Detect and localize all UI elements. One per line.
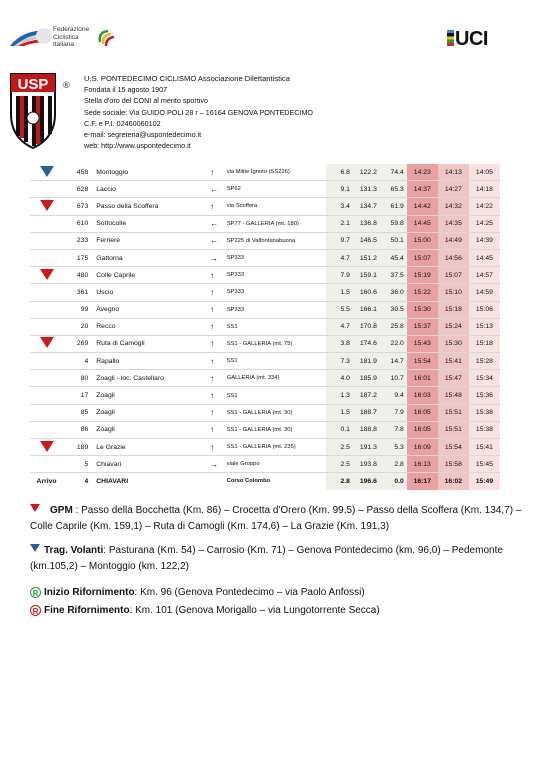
time-medium: 15:48 — [438, 387, 469, 404]
time-slow: 14:59 — [469, 284, 500, 301]
progressive-km: 185.9 — [353, 370, 380, 387]
time-slow: 15:45 — [469, 456, 500, 473]
time-fast: 16:17 — [407, 473, 438, 490]
partial-km: 1.5 — [326, 404, 353, 421]
progressive-km: 159.1 — [353, 267, 380, 284]
route-row — [30, 198, 500, 215]
direction-arrow: ↑ — [210, 267, 227, 284]
progressive-km: 170.8 — [353, 318, 380, 335]
progressive-km: 131.3 — [353, 181, 380, 198]
time-medium: 15:51 — [438, 421, 469, 438]
road-name: SS1 - GALLERIA (mt. 235) — [227, 439, 326, 456]
place-name: Laccio — [96, 181, 210, 198]
marker-cell: Arrivo — [36, 477, 57, 485]
time-slow: 15:18 — [469, 335, 500, 352]
fci-logo-icon — [8, 24, 52, 50]
route-timetable — [30, 164, 500, 490]
direction-arrow: ↑ — [210, 421, 227, 438]
marker-cell — [30, 267, 63, 284]
road-name: viale Groppo — [227, 456, 326, 473]
time-slow: 14:18 — [469, 181, 500, 198]
route-row — [30, 404, 500, 421]
remaining-km: 0.0 — [380, 473, 407, 490]
remaining-km: 36.0 — [380, 284, 407, 301]
time-fast: 16:03 — [407, 387, 438, 404]
altitude: 4 — [63, 353, 96, 370]
remaining-km: 30.5 — [380, 301, 407, 318]
time-slow: 15:38 — [469, 404, 500, 421]
remaining-km: 37.5 — [380, 267, 407, 284]
route-row — [30, 473, 500, 490]
club-award: Stella d'oro del CONI al merito sportivo — [84, 96, 209, 106]
progressive-km: 146.5 — [353, 232, 380, 249]
partial-km: 0.1 — [326, 421, 353, 438]
road-name: SS1 - GALLERIA (mt. 75) — [227, 335, 326, 352]
altitude: 233 — [63, 232, 96, 249]
time-slow: 14:39 — [469, 232, 500, 249]
progressive-km: 136.8 — [353, 215, 380, 232]
partial-km: 1.3 — [326, 387, 353, 404]
altitude: 4 — [84, 477, 89, 485]
altitude: 480 — [63, 267, 96, 284]
time-fast: 15:30 — [407, 301, 438, 318]
remaining-km: 7.8 — [380, 421, 407, 438]
road-name: SP333 — [227, 301, 326, 318]
place-name: Gattorna — [96, 249, 210, 266]
altitude: 673 — [63, 198, 96, 215]
partial-km: 1.5 — [326, 284, 353, 301]
place-name: Montoggio — [96, 164, 210, 181]
time-slow: 14:22 — [469, 198, 500, 215]
route-row — [30, 267, 500, 284]
remaining-km: 5.3 — [380, 439, 407, 456]
club-info-block — [84, 73, 313, 151]
progressive-km: 174.6 — [353, 335, 380, 352]
gpm-triangle-icon — [40, 269, 54, 280]
place-name: Avegno — [96, 301, 210, 318]
sprint-triangle-icon — [30, 544, 40, 552]
altitude: 361 — [63, 284, 96, 301]
direction-arrow — [210, 473, 227, 490]
route-row — [30, 249, 500, 266]
remaining-km: 22.0 — [380, 335, 407, 352]
time-medium: 15:30 — [438, 335, 469, 352]
direction-arrow: ↑ — [210, 198, 227, 215]
marker-cell — [30, 301, 63, 318]
remaining-km: 25.8 — [380, 318, 407, 335]
progressive-km: 134.7 — [353, 198, 380, 215]
time-medium: 15:54 — [438, 439, 469, 456]
direction-arrow: ↑ — [210, 370, 227, 387]
time-fast: 14:45 — [407, 215, 438, 232]
partial-km: 2.1 — [326, 215, 353, 232]
direction-arrow: ↑ — [210, 318, 227, 335]
time-fast: 14:37 — [407, 181, 438, 198]
road-name: SP333 — [227, 284, 326, 301]
progressive-km: 122.2 — [353, 164, 380, 181]
uci-stripe-icon — [447, 30, 454, 46]
partial-km: 4.7 — [326, 318, 353, 335]
fci-line: Federazione — [53, 26, 90, 33]
marker-cell — [30, 232, 63, 249]
remaining-km: 59.8 — [380, 215, 407, 232]
partial-km: 7.3 — [326, 353, 353, 370]
uci-logo — [447, 28, 488, 51]
time-slow: 14:25 — [469, 215, 500, 232]
road-name: via Milite Ignoto (SS226) — [227, 164, 326, 181]
route-row — [30, 284, 500, 301]
time-slow: 14:57 — [469, 267, 500, 284]
partial-km: 9.1 — [326, 181, 353, 198]
route-row — [30, 181, 500, 198]
tricolor-swirl-icon — [96, 28, 116, 48]
time-fast: 16:05 — [407, 404, 438, 421]
time-medium: 14:49 — [438, 232, 469, 249]
road-name: SS1 - GALLERIA (mt. 30) — [227, 404, 326, 421]
time-medium: 15:47 — [438, 370, 469, 387]
route-row — [30, 335, 500, 352]
feed-start-icon: R — [30, 587, 41, 598]
marker-cell — [30, 284, 63, 301]
uci-wordmark: UCI — [455, 28, 488, 50]
road-name: SP333 — [227, 249, 326, 266]
sprint-triangle-icon — [40, 166, 54, 177]
route-row — [30, 215, 500, 232]
direction-arrow: ↑ — [210, 335, 227, 352]
progressive-km: 188.8 — [353, 421, 380, 438]
route-row — [30, 456, 500, 473]
road-name: via Scoffera — [227, 198, 326, 215]
time-medium: 15:51 — [438, 404, 469, 421]
club-founded: Fondata il 15 agosto 1907 — [84, 85, 168, 95]
time-slow: 15:49 — [469, 473, 500, 490]
feed-end-label: Fine Rifornimento — [44, 605, 130, 616]
fci-line: Ciclistica — [53, 33, 79, 41]
place-name: Sottocolle — [96, 215, 210, 232]
remaining-km: 7.9 — [380, 404, 407, 421]
progressive-km: 196.6 — [353, 473, 380, 490]
route-row — [30, 421, 500, 438]
place-name: Chiavari — [96, 456, 210, 473]
time-slow: 15:34 — [469, 370, 500, 387]
marker-cell — [30, 335, 63, 352]
route-row — [30, 318, 500, 335]
marker-cell — [30, 421, 63, 438]
direction-arrow: ↑ — [210, 301, 227, 318]
place-name: Rapallo — [96, 353, 210, 370]
time-slow: 15:41 — [469, 439, 500, 456]
place-name: Colle Caprile — [96, 267, 210, 284]
time-medium: 15:10 — [438, 284, 469, 301]
altitude: 99 — [63, 301, 96, 318]
altitude: 628 — [63, 181, 96, 198]
time-fast: 15:00 — [407, 232, 438, 249]
feed-start-text: : Km. 96 (Genova Pontedecimo – via Paolo Anfossi) — [134, 587, 365, 598]
road-name: SP77 - GALLERIA (mt. 180) — [227, 215, 326, 232]
time-slow: 15:13 — [469, 318, 500, 335]
place-name: Zoagli — [96, 421, 210, 438]
remaining-km: 45.4 — [380, 249, 407, 266]
remaining-km: 9.4 — [380, 387, 407, 404]
route-row — [30, 232, 500, 249]
marker-cell — [30, 370, 63, 387]
club-address: Sede sociale: Via GUIDO POLI 28 r – 16164 GENOVA PONTEDECIMO — [84, 107, 314, 117]
route-row — [30, 439, 500, 456]
registered-mark: ® — [63, 80, 70, 90]
altitude: 86 — [63, 421, 96, 438]
club-email[interactable]: e-mail: segreteria@uspontedecimo.it — [84, 130, 202, 140]
marker-cell — [30, 318, 63, 335]
road-name: SS1 - GALLERIA (mt. 30) — [227, 421, 326, 438]
remaining-km: 74.4 — [380, 164, 407, 181]
marker-cell — [30, 404, 63, 421]
time-medium: 15:24 — [438, 318, 469, 335]
sprint-label: Trag. Volanti — [44, 545, 104, 556]
feed-end-text: : Km. 101 (Genova Morigallo – via Lungotorrente Secca) — [129, 605, 380, 616]
club-tax-id: C.F. e P.I. 02460060102 — [84, 118, 161, 128]
marker-cell — [30, 439, 63, 456]
road-name: SP225 di Valfontanabuona — [227, 232, 326, 249]
partial-km: 2.5 — [326, 439, 353, 456]
partial-km: 3.4 — [326, 198, 353, 215]
place-name: Recco — [96, 318, 210, 335]
gpm-triangle-icon — [30, 504, 40, 512]
time-medium: 14:27 — [438, 181, 469, 198]
road-name: Corso Colombo — [226, 478, 271, 485]
road-name: SS1 — [227, 318, 326, 335]
time-fast: 16:01 — [407, 370, 438, 387]
remaining-km: 14.7 — [380, 353, 407, 370]
place-name: Ruta di Camogli — [96, 335, 210, 352]
progressive-km: 151.2 — [353, 249, 380, 266]
time-fast: 15:07 — [407, 249, 438, 266]
road-name: SS1 — [227, 387, 326, 404]
route-row — [30, 353, 500, 370]
altitude: 189 — [63, 439, 96, 456]
place-name: Le Grazie — [96, 439, 210, 456]
place-name: Zoagli — [96, 387, 210, 404]
feed-start-label: Inizio Rifornimento — [44, 587, 135, 598]
marker-cell — [30, 198, 63, 215]
altitude: 458 — [63, 164, 96, 181]
direction-arrow: → — [210, 249, 227, 266]
marker-cell — [30, 249, 63, 266]
time-fast: 15:37 — [407, 318, 438, 335]
direction-arrow: ← — [210, 215, 227, 232]
partial-km: 9.7 — [326, 232, 353, 249]
partial-km: 7.9 — [326, 267, 353, 284]
time-fast: 15:19 — [407, 267, 438, 284]
partial-km: 2.8 — [326, 473, 353, 490]
direction-arrow: ↑ — [210, 164, 227, 181]
sprint-text: : Pasturana (Km. 54) – Carrosio (Km. 71) – Genova Pontedecimo (km. 96,0) – Pedemonte (km.105,2) – Montoggio (km. 122,2) — [30, 545, 503, 572]
feed-start-legend — [30, 585, 540, 601]
time-fast: 15:54 — [407, 353, 438, 370]
gpm-text: : Passo della Bocchetta (Km. 86) – Crocetta d'Orero (Km. 99,5) – Passo della Scoffera (Km. 134,7) – Colle Caprile (Km. 159,1) – Ruta di Camogli (Km. 174,6) – La Grazie (Km. 191,3) — [30, 505, 522, 532]
time-slow: 15:28 — [469, 353, 500, 370]
time-fast: 14:42 — [407, 198, 438, 215]
club-shield-logo — [8, 70, 58, 150]
place-name: Uscio — [96, 284, 210, 301]
partial-km: 3.8 — [326, 335, 353, 352]
direction-arrow: ← — [210, 232, 227, 249]
remaining-km: 50.1 — [380, 232, 407, 249]
altitude: 85 — [63, 404, 96, 421]
gpm-triangle-icon — [40, 337, 54, 348]
progressive-km: 191.3 — [353, 439, 380, 456]
progressive-km: 187.2 — [353, 387, 380, 404]
feed-end-icon: R — [30, 605, 41, 616]
fci-line: Italiana — [53, 41, 74, 48]
time-medium: 15:07 — [438, 267, 469, 284]
remaining-km: 2.8 — [380, 456, 407, 473]
club-name: U.S. PONTEDECIMO CICLISMO Associazione Dilettantistica — [84, 74, 290, 83]
time-medium: 14:13 — [438, 164, 469, 181]
marker-cell — [30, 181, 63, 198]
gpm-label: GPM — [50, 505, 73, 516]
time-fast: 16:05 — [407, 421, 438, 438]
progressive-km: 166.1 — [353, 301, 380, 318]
marker-cell — [30, 456, 63, 473]
marker-cell — [30, 215, 63, 232]
place-name: CHIAVARI — [96, 477, 129, 485]
partial-km: 5.5 — [326, 301, 353, 318]
time-slow: 15:36 — [469, 387, 500, 404]
road-name: GALLERIA (mt. 334) — [227, 370, 326, 387]
place-name: Zoagli — [96, 404, 210, 421]
time-medium: 14:35 — [438, 215, 469, 232]
time-fast: 16:09 — [407, 439, 438, 456]
time-medium: 16:02 — [438, 473, 469, 490]
progressive-km: 188.7 — [353, 404, 380, 421]
road-name: SP333 — [227, 267, 326, 284]
route-row — [30, 164, 500, 181]
club-web[interactable]: web: http://www.uspontedecimo.it — [84, 141, 191, 151]
direction-arrow: ↑ — [210, 404, 227, 421]
direction-arrow: ↑ — [210, 284, 227, 301]
time-slow: 14:45 — [469, 249, 500, 266]
progressive-km: 160.6 — [353, 284, 380, 301]
time-medium: 15:18 — [438, 301, 469, 318]
route-row — [30, 387, 500, 404]
time-medium: 14:32 — [438, 198, 469, 215]
altitude: 17 — [63, 387, 96, 404]
partial-km: 6.8 — [326, 164, 353, 181]
partial-km: 2.5 — [326, 456, 353, 473]
gpm-triangle-icon — [40, 200, 54, 211]
altitude: 175 — [63, 249, 96, 266]
place-name: Passo della Scoffera — [96, 198, 210, 215]
altitude: 610 — [63, 215, 96, 232]
partial-km: 4.7 — [326, 249, 353, 266]
direction-arrow: ← — [210, 181, 227, 198]
time-fast: 14:23 — [407, 164, 438, 181]
progressive-km: 193.8 — [353, 456, 380, 473]
altitude: 5 — [63, 456, 96, 473]
svg-text:USP: USP — [17, 76, 49, 93]
progressive-km: 181.9 — [353, 353, 380, 370]
time-fast: 15:43 — [407, 335, 438, 352]
route-row — [30, 370, 500, 387]
remaining-km: 10.7 — [380, 370, 407, 387]
gpm-triangle-icon — [40, 441, 54, 452]
partial-km: 4.0 — [326, 370, 353, 387]
time-medium: 14:56 — [438, 249, 469, 266]
direction-arrow: ↑ — [210, 439, 227, 456]
altitude: 80 — [63, 370, 96, 387]
time-medium: 15:58 — [438, 456, 469, 473]
direction-arrow: ↑ — [210, 353, 227, 370]
feed-end-legend — [30, 603, 540, 619]
direction-arrow: ↑ — [210, 387, 227, 404]
time-slow: 14:05 — [469, 164, 500, 181]
time-medium: 15:41 — [438, 353, 469, 370]
road-name: SS1 — [227, 353, 326, 370]
remaining-km: 61.9 — [380, 198, 407, 215]
route-row — [30, 301, 500, 318]
marker-cell — [30, 353, 63, 370]
marker-cell — [30, 164, 63, 181]
time-fast: 16:13 — [407, 456, 438, 473]
sprint-legend — [30, 543, 540, 575]
altitude: 269 — [63, 335, 96, 352]
road-name: SP62 — [227, 181, 326, 198]
marker-cell — [30, 387, 63, 404]
time-slow: 15:06 — [469, 301, 500, 318]
remaining-km: 65.3 — [380, 181, 407, 198]
time-slow: 15:38 — [469, 421, 500, 438]
time-fast: 15:22 — [407, 284, 438, 301]
gpm-legend — [30, 503, 540, 535]
altitude: 20 — [63, 318, 96, 335]
direction-arrow: → — [210, 456, 227, 473]
place-name: Ferriere — [96, 232, 210, 249]
fci-wordmark — [53, 26, 89, 49]
place-name: Zoagli - loc. Castellaro — [96, 370, 210, 387]
